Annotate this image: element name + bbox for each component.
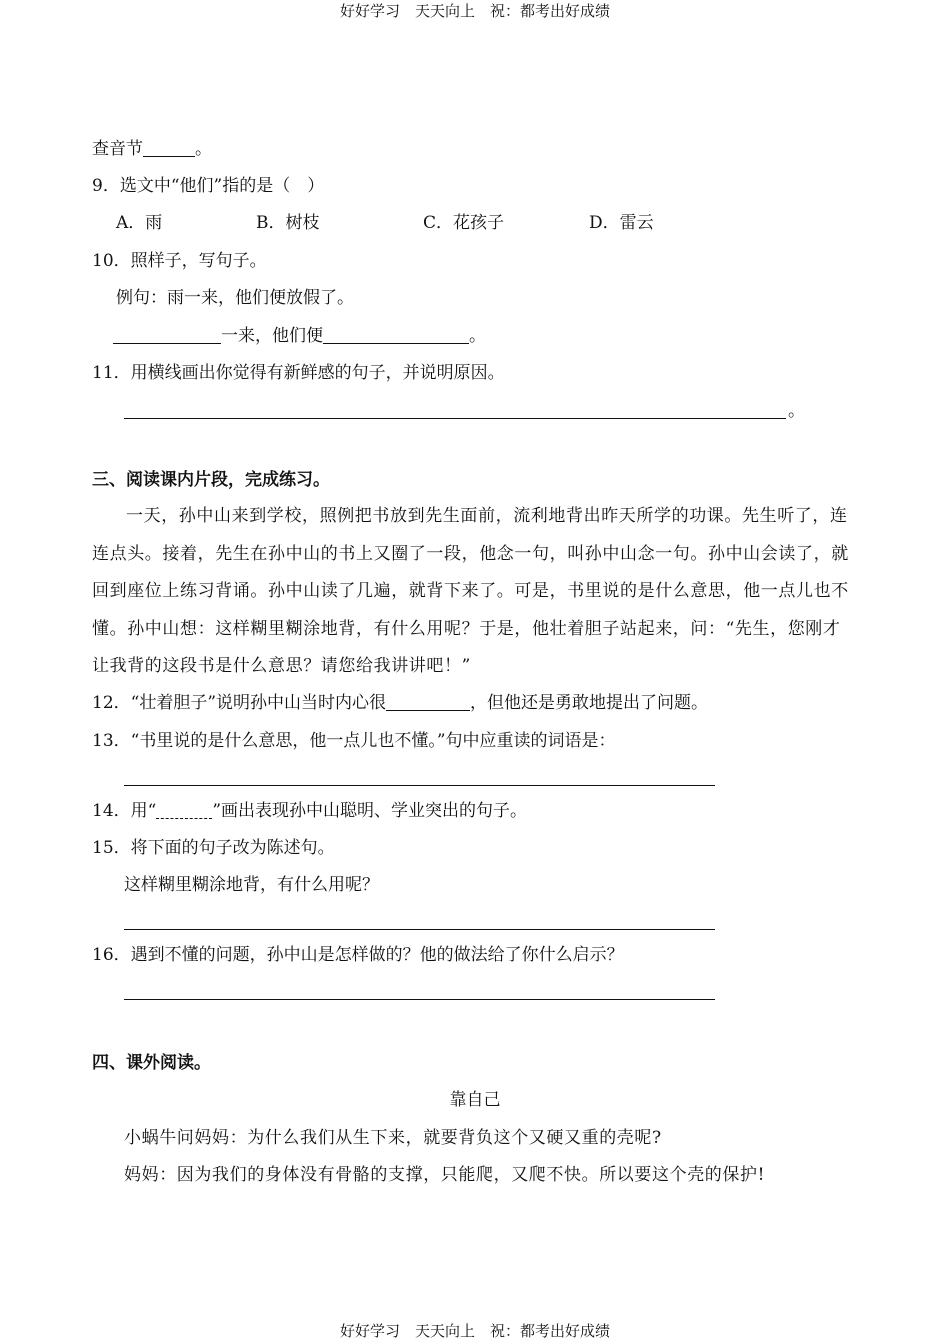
q11-end: 。 [788, 401, 805, 421]
answer-blank[interactable] [323, 327, 469, 344]
section4-title: 四、课外阅读。 [92, 1053, 211, 1073]
q9-option-b[interactable]: B．树枝 [256, 213, 320, 233]
answer-line[interactable] [124, 418, 786, 419]
q14-line [92, 800, 527, 822]
q15-sentence: 这样糊里糊涂地背，有什么用呢？ [124, 875, 379, 895]
q11-stem: 11．用横线画出你觉得有新鲜感的句子，并说明原因。 [92, 363, 505, 383]
answer-blank[interactable] [113, 327, 221, 344]
q9-option-c[interactable]: C．花孩子 [423, 213, 505, 233]
answer-blank[interactable] [386, 694, 470, 711]
page-header: 好好学习 天天向上 祝：都考出好成绩 [339, 2, 610, 20]
section3-title: 三、阅读课内片段，完成练习。 [92, 470, 330, 490]
top-line-prefix: 查音节 [92, 139, 143, 159]
q10-fill-line [113, 325, 486, 347]
q15-stem: 15．将下面的句子改为陈述句。 [92, 838, 335, 858]
q14-after: ”画出表现孙中山聪明、学业突出的句子。 [212, 801, 528, 821]
story-title: 靠自己 [449, 1090, 501, 1110]
wavy-line-sample [156, 802, 212, 819]
q9-option-d[interactable]: D．雷云 [589, 213, 654, 233]
answer-line[interactable] [124, 929, 715, 930]
q9-option-a[interactable]: A．雨 [116, 213, 163, 233]
q10-stem: 10．照样子，写句子。 [92, 251, 267, 271]
q12-line [92, 692, 708, 714]
answer-line[interactable] [124, 999, 715, 1000]
answer-blank[interactable] [143, 140, 195, 157]
story-line: 小蜗牛问妈妈：为什么我们从生下来，就要背负这个又硬又重的壳呢? [124, 1128, 662, 1148]
top-line-suffix: 。 [195, 139, 212, 159]
page-footer: 好好学习 天天向上 祝：都考出好成绩 [339, 1322, 610, 1340]
q10-end: 。 [469, 326, 486, 346]
top-line [92, 138, 212, 160]
q9-stem: 9．选文中“他们”指的是（ ） [92, 176, 325, 196]
section3-passage: 一天，孙中山来到学校，照例把书放到先生面前，流利地背出昨天所学的功课。先生听了，连连点头。接着，先生在孙中山的书上又圈了一段，他念一句，叫孙中山念一句。孙中山会读了，就回到座位上练习背诵。孙中山读了几遍，就背下来了。可是，书里说的是什么意思，他一点儿也不懂。孙中山想：这样糊里糊涂地背，有什么用呢？于是，他壮着胆子站起来，问：“先生，您刚才让我背的这段书是什么意思？请您给我讲讲吧！” [92, 506, 849, 676]
answer-line[interactable] [124, 785, 715, 786]
q14-before: 14．用“ [92, 801, 157, 821]
q16-stem: 16．遇到不懂的问题，孙中山是怎样做的？他的做法给了你什么启示？ [92, 945, 624, 965]
q12-after: ，但他还是勇敢地提出了问题。 [470, 693, 709, 713]
q12-before: 12．“壮着胆子”说明孙中山当时内心很 [92, 693, 387, 713]
story-line: 妈妈：因为我们的身体没有骨骼的支撑，只能爬，又爬不快。所以要这个壳的保护! [124, 1165, 766, 1185]
q10-example: 例句：雨一来，他们便放假了。 [116, 288, 354, 308]
q10-mid: 一来，他们便 [221, 326, 323, 346]
q13-stem: 13．“书里说的是什么意思，他一点儿也不懂。”句中应重读的词语是： [92, 731, 616, 751]
